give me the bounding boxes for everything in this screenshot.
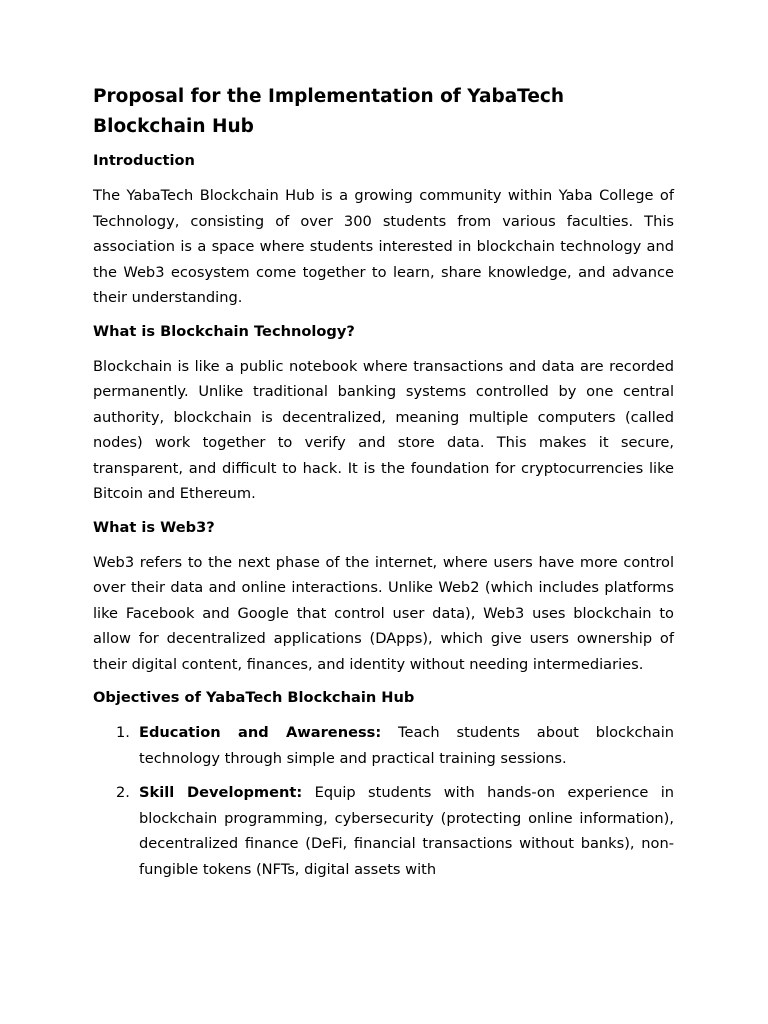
objectives-list: [93, 720, 674, 882]
introduction-paragraph: The YabaTech Blockchain Hub is a growing community within Yaba College of Technology, consisting of over 300 students from various faculties. This association is a space where students interested in blockchain technology and the Web3 ecosystem come together to learn, share knowledge, and advance their understanding.: [93, 187, 674, 306]
web3-heading: What is Web3?: [93, 518, 215, 536]
document-title: Proposal for the Implementation of YabaTech Blockchain Hub: [93, 86, 565, 137]
introduction-heading: Introduction: [93, 152, 195, 169]
objective-item-education: [93, 720, 674, 771]
document-page: [93, 82, 674, 891]
blockchain-heading: What is Blockchain Technology?: [93, 322, 355, 340]
web3-paragraph: Web3 refers to the next phase of the internet, where users have more control over their data and online interactions. Unlike Web2 (which includes platforms like Facebook and Google that control user data), Web3 uses blockchain to allow for decentralized applications (DApps), which give users ownership of their digital content, finances, and identity without needing intermediaries.: [93, 553, 674, 673]
objective-text: Teach students about blockchain technology through simple and practical training sessions.: [139, 724, 674, 767]
objective-item-skill-development: [93, 780, 674, 882]
objective-number: 1.: [116, 724, 130, 741]
objective-text: Equip students with hands-on experience in blockchain programming, cybersecurity (protecting online information), decentralized finance (DeFi, financial transactions without banks), non-fungible tokens (NFTs, digital assets with: [139, 784, 674, 878]
objective-term: Education and Awareness:: [139, 724, 382, 741]
objectives-heading: Objectives of YabaTech Blockchain Hub: [93, 689, 415, 706]
objective-number: 2.: [116, 784, 130, 801]
blockchain-paragraph: Blockchain is like a public notebook where transactions and data are recorded permanently. Unlike traditional banking systems controlled by one central authority, blockchain is decentralized, meaning multiple computers (called nodes) work together to verify and store data. This makes it secure, transparent, and difficult to hack. It is the foundation for cryptocurrencies like Bitcoin and Ethereum.: [93, 357, 674, 502]
objective-term: Skill Development:: [139, 784, 303, 801]
